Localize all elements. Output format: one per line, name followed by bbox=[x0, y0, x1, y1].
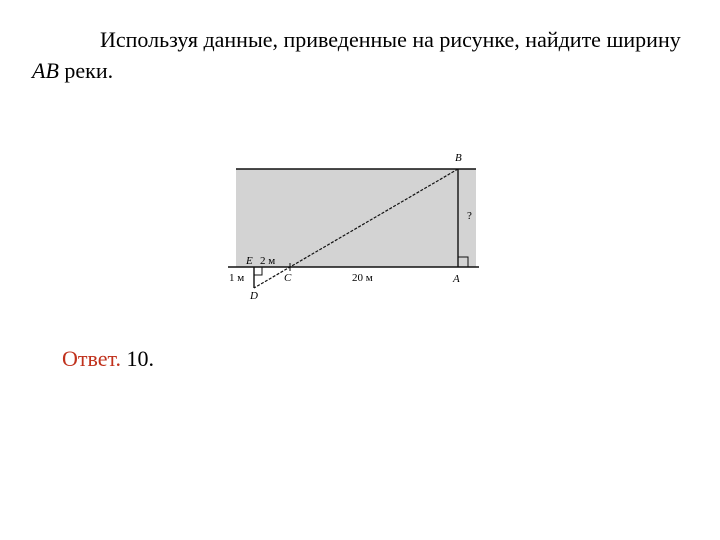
length-label-ed: 1 м bbox=[229, 272, 245, 284]
length-label-ec: 2 м bbox=[260, 255, 276, 267]
right-angle-mark-e bbox=[254, 267, 262, 275]
answer-value: 10. bbox=[126, 346, 154, 371]
point-label-d: D bbox=[250, 290, 258, 302]
point-label-b: B bbox=[455, 152, 462, 164]
river-area bbox=[236, 169, 476, 267]
problem-text-part1: Используя данные, приведенные на рисунке, найдите ширину bbox=[100, 27, 681, 52]
problem-text-part2: реки. bbox=[58, 58, 114, 83]
segment-ab-label: AB bbox=[32, 58, 59, 83]
answer-label: Ответ. bbox=[62, 346, 121, 371]
point-label-a: A bbox=[453, 273, 460, 285]
length-label-ca: 20 м bbox=[352, 272, 373, 284]
length-label-ab: ? bbox=[467, 210, 472, 222]
answer-line bbox=[62, 346, 154, 372]
point-label-e: E bbox=[246, 255, 253, 267]
point-label-c: C bbox=[284, 272, 292, 284]
problem-statement bbox=[32, 24, 692, 86]
river-diagram bbox=[222, 146, 492, 306]
